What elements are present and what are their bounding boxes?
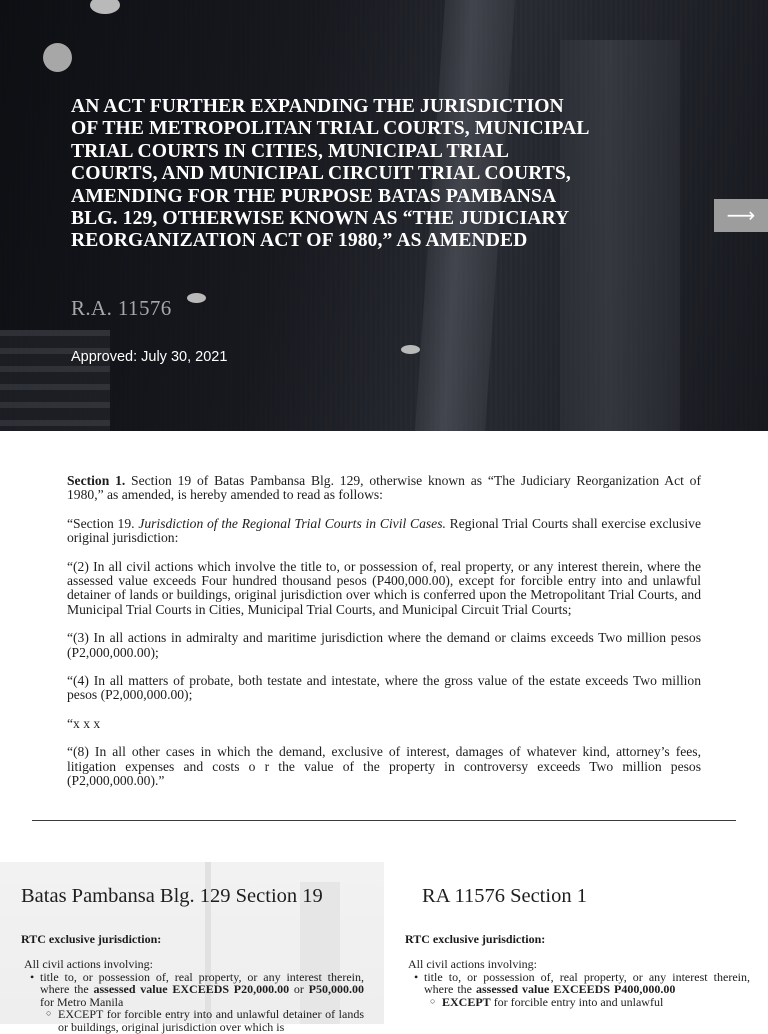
paragraph-text: Section 19 of Batas Pambansa Blg. 129, otherwise known as “The Judiciary Reorganization Act of 1980,” as amended, is hereby amended to read as follows:: [67, 473, 701, 503]
intro-text: All civil actions involving:: [408, 957, 537, 971]
ceiling-light: [90, 0, 120, 14]
bp129-comparison-card: [0, 862, 384, 1034]
list-bold: P50,000.00: [308, 982, 364, 997]
ceiling-light: [187, 293, 206, 303]
act-title: AN ACT FURTHER EXPANDING THE JURISDICTION OF THE METROPOLITAN TRIAL COURTS, MUNICIPAL TRIAL COURTS IN CITIES, MUNICIPAL TRIAL COURTS, AND MUNICIPAL CIRCUIT TRIAL COURTS, AMENDING FOR THE PURPOSE BATAS PAMBANSA BLG. 129, OTHERWISE KNOWN AS “THE JUDICIARY REORGANIZATION ACT OF 1980,” AS AMENDED: [71, 96, 589, 252]
paragraph: “(2) In all civil actions which involve the title to, or possession of, real property, or any interest therein, where the assessed value exceeds Four hundred thousand pesos (P400,000.00), except for forcible entry into and unlawful detainer of lands or buildings, original jurisdiction over which is conferred upon the Metropolitant Trial Courts, and Municipal Trial Courts in Cities, Municipal Trial Courts, and Municipal Circuit Trial Courts;: [67, 558, 701, 617]
jurisdiction-list: [408, 971, 750, 1009]
list-bold: EXCEPT: [442, 994, 491, 1009]
paragraph-text: “Section 19.: [67, 515, 139, 531]
sub-list-item: ○ EXCEPT for forcible entry into and unlawful detainer of lands or buildings, original jurisdiction over which is: [24, 1008, 364, 1033]
card-subtitle: RTC exclusive jurisdiction:: [21, 932, 162, 946]
paragraph: [67, 474, 701, 503]
jurisdiction-list: [24, 971, 364, 1034]
arrow-right-icon: ⟶: [726, 203, 756, 227]
section-1-text: [67, 474, 701, 803]
paragraph: “x x x: [67, 715, 101, 731]
card-title: Batas Pambansa Blg. 129 Section 19: [21, 885, 323, 907]
list-text: or: [289, 982, 309, 997]
list-text: for Metro Manila: [40, 994, 124, 1009]
approved-date: Approved: July 30, 2021: [71, 349, 228, 365]
list-bold: assessed value EXCEEDS P400,000.00: [475, 982, 676, 997]
ra-number: R.A. 11576: [71, 296, 172, 320]
intro-text: All civil actions involving:: [24, 957, 153, 971]
paragraph: “(3) In all actions in admiralty and maritime jurisdiction where the demand or claims exceeds Two million pesos (P2,000,000.00);: [67, 630, 701, 660]
paragraph-text: Regional Trial Courts shall exercise exclusive original jurisdiction:: [67, 515, 701, 546]
italic-heading: Jurisdiction of the Regional Trial Courts in Civil Cases.: [138, 515, 446, 531]
paragraph: “(4) In all matters of probate, both testate and intestate, where the gross value of the estate exceeds Two million pesos (P2,000,000.00);: [67, 673, 701, 703]
hero-banner: [0, 0, 768, 431]
next-slide-button[interactable]: [714, 199, 768, 232]
background-building: [0, 330, 110, 431]
list-text: title to, or possession of, real property, or any interest therein, where the: [424, 969, 750, 997]
list-bold: assessed value EXCEEDS P20,000.00: [93, 982, 290, 997]
divider: [32, 820, 736, 821]
card-body: [24, 958, 364, 1034]
ceiling-light: [43, 43, 72, 72]
card-title: RA 11576 Section 1: [422, 885, 587, 907]
ra11576-comparison-card: [384, 862, 768, 1024]
sub-list-item: [408, 996, 750, 1009]
list-text: title to, or possession of, real property, or any interest therein, where the: [40, 969, 364, 997]
list-item: [24, 971, 364, 1009]
ceiling-light: [401, 345, 420, 354]
paragraph: “(8) In all other cases in which the demand, exclusive of interest, damages of whatever kind, attorney’s fees, litigation expenses and costs o r the value of the property in controversy exceeds Two million pesos (P2,000,000.00).”: [67, 744, 701, 789]
card-body: [408, 958, 750, 1008]
list-text: for forcible entry into and unlawful: [490, 994, 664, 1009]
paragraph: [67, 517, 701, 546]
section-label: Section 1.: [67, 473, 126, 488]
list-item: [408, 971, 750, 996]
card-subtitle: RTC exclusive jurisdiction:: [405, 932, 546, 946]
